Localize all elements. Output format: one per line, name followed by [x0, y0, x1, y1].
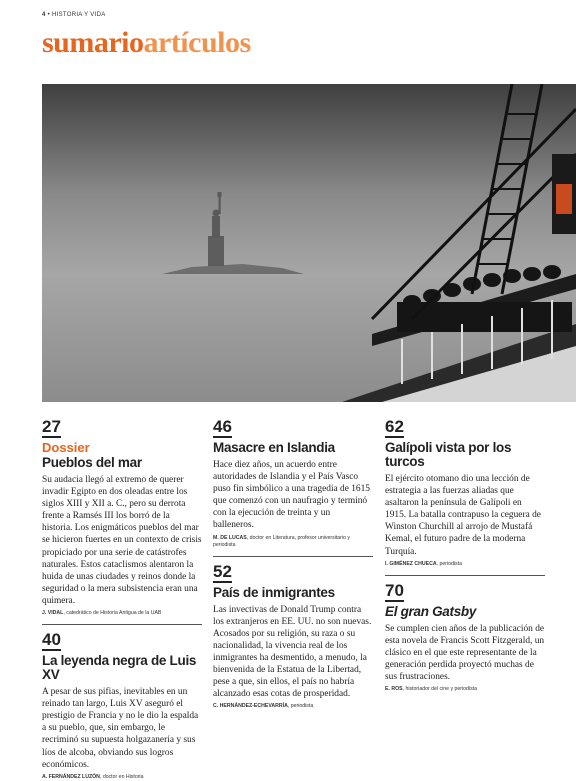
article-headline: El gran Gatsby [385, 603, 477, 619]
article-summary: Hace diez años, un acuerdo entre autoridades de Islandia y el País Vasco puso fin simbólico a una tragedia de 1615 que comenzó con un naufragio y terminó con la ejecución de treinta y un balleneros. [213, 460, 370, 531]
author-credit [42, 610, 202, 617]
author-role: , periodista [436, 560, 462, 567]
author-name: I. GIMÉNEZ CHUECA [385, 560, 437, 567]
author-role: , historiador del cine y periodista [402, 686, 477, 693]
article-summary: El ejército otomano dio una lección de estrategia a las fuerzas aliadas que asaltaron la península de Galípoli en 1915. La batalla contrapuso la ceguera de Winston Churchill al arrojo de Mustafá Kemal, el futuro padre de la moderna Turquía. [385, 474, 541, 557]
section-kicker: Dossier [42, 440, 90, 455]
author-name: J. VIDAL [42, 610, 64, 617]
author-credit [385, 561, 545, 568]
article-number: 27 [42, 417, 61, 436]
author-credit [385, 686, 545, 693]
bullet: • [47, 12, 51, 18]
author-role: , doctor en Historia [99, 773, 144, 780]
divider [42, 624, 202, 625]
author-role: , periodista [287, 703, 314, 710]
running-head [42, 12, 106, 18]
author-role: , doctor en Literatura, profesor universitario y periodista [213, 534, 350, 548]
column-2 [213, 418, 373, 710]
author-name: M. DE LUCAS [213, 534, 247, 541]
article-headline: Masacre en Islandia [213, 440, 335, 455]
title-part-articulos: artículos [143, 26, 251, 59]
divider [385, 575, 545, 576]
title-part-sumario: sumario [42, 26, 144, 59]
author-name: C. HERNÁNDEZ-ECHEVARRÍA [213, 703, 288, 710]
photo-illustration [42, 84, 576, 402]
article-headline: País de inmigrantes [213, 584, 335, 600]
page-number: 4 [42, 12, 46, 18]
article-number: 70 [385, 580, 404, 600]
page-title [42, 28, 251, 58]
article-number: 62 [385, 417, 404, 436]
article-summary: Se cumplen cien años de la publicación de esta novela de Francis Scott Fitzgerald, un clásico en el que este representante de la generación perdida proyectó muchas de sus frustraciones. [385, 623, 545, 683]
article-number: 52 [213, 561, 232, 581]
author-credit [213, 703, 373, 710]
article-number: 40 [42, 630, 61, 650]
author-credit [42, 774, 202, 781]
author-name: A. FERNÁNDEZ LUZÓN [42, 773, 100, 780]
author-credit [213, 535, 373, 549]
divider [213, 556, 373, 557]
author-name: E. ROS [385, 686, 403, 693]
article-summary: Las invectivas de Donald Trump contra los extranjeros en EE. UU. no son nuevas. Acosados por su religión, su raza o su nacionalidad, la vivencia real de los inmigrantes ha desmentido, a menudo, la bienvenida de la Estatua de la Libertad, pese a que, sin ellos, el país no habría alcanzado esas cotas de prosperidad. [213, 604, 372, 700]
article-summary: Su audacia llegó al extremo de querer invadir Egipto en dos oleadas entre los siglos XIII y XII a. C., pero su derrota frente a Ramsés III los borró de la historia. Los enigmáticos pueblos del mar se hicieron fuertes en un contexto de crisis propiciado por una serie de catástrofes naturales. Estos cataclismos alentaron la huida de unas ciudades y reinos donde la seguridad o la mera subsistencia eran una quimera. [42, 475, 202, 606]
author-role: , catedrático de Historia Antigua de la UAB [63, 610, 162, 617]
column-1 [42, 418, 202, 781]
article-number: 46 [213, 417, 232, 436]
article-headline: Pueblos del mar [42, 455, 142, 470]
column-3 [385, 418, 545, 693]
article-summary: A pesar de sus pifias, inevitables en un reinado tan largo, Luis XV aseguró el prestigio de Francia y no le dio la espalda a su pueblo, que, sin embargo, le recriminó su supuesta holgazanería y sus líos de alcoba, obviando sus logros económicos. [42, 687, 199, 770]
statue-of-liberty-photo [42, 84, 576, 402]
magazine-name: HISTORIA Y VIDA [51, 12, 106, 18]
article-headline: Galípoli vista por los turcos [385, 440, 512, 469]
article-headline: La leyenda negra de Luis XV [42, 653, 197, 683]
